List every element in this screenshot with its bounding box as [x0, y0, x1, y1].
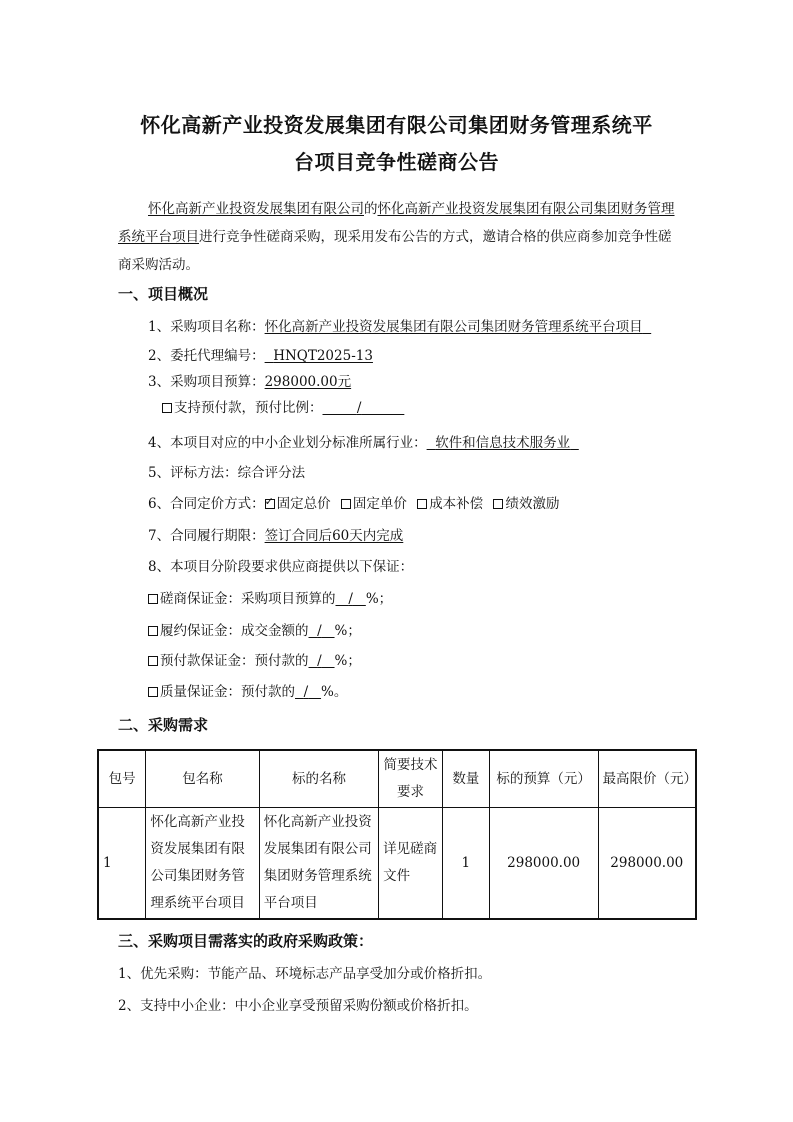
section3-heading: 三、采购项目需落实的政府采购政策：	[118, 932, 374, 950]
item-budget	[148, 370, 351, 390]
header-tech: 简要技术要求	[379, 750, 443, 808]
opt-performance: 绩效激励	[505, 496, 560, 512]
prepay-guarantee-value: /	[317, 653, 322, 669]
header-budget: 标的预算（元）	[489, 750, 598, 808]
opt-cost-comp: 成本补偿	[429, 496, 484, 512]
item-pricing	[148, 492, 559, 512]
header-pkg-name: 包名称	[146, 750, 259, 808]
table-header-row	[98, 750, 696, 808]
performance-guarantee-label: 履约保证金：成交金额的	[160, 623, 309, 639]
cell-pkg-name: 怀化高新产业投资发展集团有限公司集团财务管理系统平台项目	[146, 808, 259, 920]
prepay-label: 支持预付款，预付比例：	[174, 400, 323, 416]
cell-qty: 1	[442, 808, 489, 920]
section1-heading: 一、项目概况	[118, 285, 209, 303]
item-agency-code	[148, 344, 373, 364]
item-agency-code-label: 2、委托代理编号：	[148, 348, 265, 364]
item-industry	[148, 431, 579, 451]
header-pkg: 包号	[98, 750, 146, 808]
cell-pkg: 1	[98, 808, 146, 920]
performance-guarantee-value: /	[317, 623, 322, 639]
item-prepay	[162, 396, 404, 416]
intro-project: 怀化高新产业投资发展集团有限公司集团财务管理系统平台项目	[118, 201, 675, 245]
fixed-total-checkbox[interactable]	[265, 499, 275, 509]
quality-guarantee-tail: %。	[321, 684, 348, 700]
intro-rest: 进行竞争性磋商采购，现采用发布公告的方式，邀请合格的供应商参加竞争性磋商采购活动。	[118, 229, 672, 273]
guarantee-performance	[148, 619, 361, 639]
prepay-guarantee-label: 预付款保证金：预付款的	[160, 653, 309, 669]
item-project-name-value: 怀化高新产业投资发展集团有限公司集团财务管理系统平台项目	[264, 319, 643, 335]
performance-guarantee-tail: %；	[334, 623, 361, 639]
prepay-checkbox[interactable]	[162, 403, 172, 413]
item-term-value: 签订合同后60天内完成	[264, 528, 404, 544]
item-term-label: 7、合同履行期限：	[148, 528, 265, 544]
quality-guarantee-checkbox[interactable]	[148, 687, 158, 697]
item-project-name-label: 1、采购项目名称：	[148, 319, 265, 335]
prepay-guarantee-tail: %；	[334, 653, 361, 669]
cell-budget: 298000.00	[489, 808, 598, 920]
item-term	[148, 524, 403, 544]
procurement-table	[97, 749, 697, 920]
guarantee-quality	[148, 680, 347, 700]
header-qty: 数量	[442, 750, 489, 808]
prepay-value: /	[356, 400, 362, 416]
document-title-line2: 台项目竞争性磋商公告	[294, 150, 499, 174]
item-pricing-label: 6、合同定价方式：	[148, 496, 265, 512]
item-eval-method: 5、评标方法：综合评分法	[148, 465, 306, 481]
intro-connector: 的	[364, 201, 378, 217]
fixed-unit-checkbox[interactable]	[341, 499, 351, 509]
item-industry-value: 软件和信息技术服务业	[435, 435, 571, 451]
performance-checkbox[interactable]	[493, 499, 503, 509]
cell-item-name: 怀化高新产业投资发展集团有限公司集团财务管理系统平台项目	[259, 808, 378, 920]
bid-guarantee-tail: %；	[365, 591, 393, 607]
bid-guarantee-value: /	[348, 591, 353, 607]
item-agency-code-value: HNQT2025-13	[273, 348, 373, 364]
opt-fixed-unit: 固定单价	[352, 496, 407, 512]
cost-comp-checkbox[interactable]	[417, 499, 427, 509]
table-row	[98, 808, 696, 920]
document-title-line1: 怀化高新产业投资发展集团有限公司集团财务管理系统平	[140, 113, 653, 137]
opt-fixed-total: 固定总价	[276, 496, 331, 512]
item-project-name	[148, 315, 651, 335]
intro-buyer: 怀化高新产业投资发展集团有限公司	[148, 201, 364, 217]
policy-sme-support: 2、支持中小企业：中小企业享受预留采购份额或价格折扣。	[118, 998, 478, 1014]
guarantee-prepay	[148, 649, 361, 669]
prepay-guarantee-checkbox[interactable]	[148, 656, 158, 666]
section2-heading: 二、采购需求	[118, 716, 209, 734]
bid-guarantee-label: 磋商保证金：采购项目预算的	[160, 591, 336, 607]
cell-max-price: 298000.00	[598, 808, 696, 920]
item-guarantee-intro: 8、本项目分阶段要求供应商提供以下保证：	[148, 559, 414, 575]
bid-guarantee-checkbox[interactable]	[148, 594, 158, 604]
intro-paragraph	[118, 195, 678, 279]
item-industry-label: 4、本项目对应的中小企业划分标准所属行业：	[148, 435, 427, 451]
cell-tech: 详见磋商文件	[379, 808, 443, 920]
policy-priority-purchase: 1、优先采购：节能产品、环境标志产品享受加分或价格折扣。	[118, 966, 492, 982]
quality-guarantee-value: /	[303, 684, 309, 700]
guarantee-bid	[148, 587, 392, 607]
item-budget-label: 3、采购项目预算：	[148, 374, 265, 390]
item-budget-value: 298000.00元	[264, 374, 352, 390]
quality-guarantee-label: 质量保证金：预付款的	[160, 684, 295, 700]
header-item-name: 标的名称	[259, 750, 378, 808]
performance-guarantee-checkbox[interactable]	[148, 626, 158, 636]
header-max-price: 最高限价（元）	[598, 750, 696, 808]
